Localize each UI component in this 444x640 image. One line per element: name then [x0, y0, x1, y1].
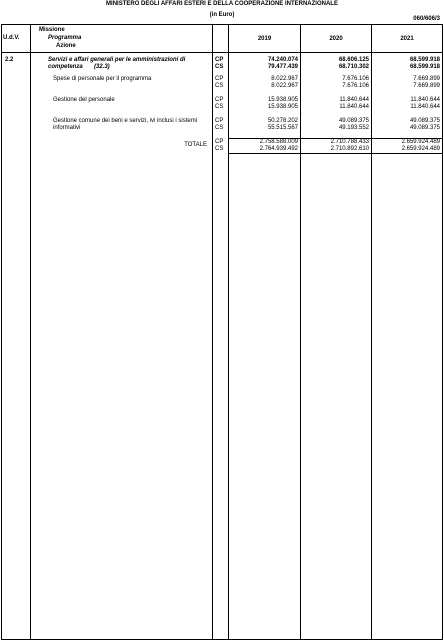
currency-unit: (in Euro) [209, 12, 235, 18]
totale-bottom-line [228, 153, 442, 154]
totale-2020-cs: 2.710.892.610 [330, 146, 369, 152]
value-2020-cs: 49.193.552 [338, 125, 369, 131]
col-border-udv [30, 24, 31, 640]
header-programma: Programma [48, 35, 82, 41]
value-2020-cp: 11.840.644 [339, 97, 369, 103]
value-2019-cp: 15.938.905 [267, 97, 298, 103]
totale-2021-cs: 2.659.924.489 [401, 146, 440, 152]
header-2020: 2020 [329, 36, 343, 42]
value-2019-cp: 8.022.967 [271, 76, 298, 82]
header-azione: Azione [56, 43, 76, 49]
value-2019-cs: 79.477.439 [267, 64, 298, 70]
row-mission-code: (32.3) [94, 64, 110, 70]
value-2020-cs: 11.840.644 [339, 104, 369, 110]
ministry-title: MINISTERO DEGLI AFFARI ESTERI E DELLA COOPERAZIONE INTERNAZIONALE [106, 1, 338, 7]
col-border-label [212, 24, 213, 640]
cs-label: CS [215, 64, 224, 70]
header-bottom-border [1, 52, 443, 53]
cs-label: CS [215, 146, 224, 152]
totale-2021-cp: 2.659.924.489 [401, 139, 440, 145]
value-2019-cs: 55.515.567 [267, 125, 298, 131]
row-label: Gestione comune dei beni e servizi, ivi inclusi i sistemi [53, 118, 198, 124]
header-2019: 2019 [257, 36, 272, 42]
cp-label: CP [215, 139, 224, 145]
row-code: 2.2 [5, 57, 14, 63]
col-border-2019 [300, 24, 301, 640]
value-2021-cp: 49.089.375 [409, 118, 440, 124]
value-2020-cs: 68.710.302 [338, 64, 369, 70]
document-code: 060/606/3 [413, 16, 440, 22]
value-2021-cp: 68.599.918 [409, 57, 440, 63]
cs-label: CS [215, 125, 224, 131]
totale-2020-cp: 2.710.788.433 [330, 139, 369, 145]
value-2020-cp: 68.606.125 [338, 57, 369, 63]
cp-label: CP [215, 76, 224, 82]
cs-label: CS [215, 104, 224, 110]
row-label: Gestione del personale [53, 97, 115, 103]
cp-label: CP [215, 118, 224, 124]
value-2020-cp: 49.089.375 [338, 118, 369, 124]
col-border-cpcs [228, 24, 229, 640]
cp-label: CP [215, 97, 224, 103]
cp-label: CP [215, 57, 224, 63]
value-2019-cs: 15.938.905 [267, 104, 298, 110]
value-2021-cs: 11.840.644 [410, 104, 440, 110]
row-label: Spese di personale per il programma [53, 76, 152, 82]
col-border-left [1, 24, 2, 640]
totale-label: TOTALE [184, 142, 207, 148]
value-2021-cp: 11.840.644 [410, 97, 440, 103]
value-2019-cp: 74.240.074 [267, 57, 298, 63]
value-2021-cp: 7.669.899 [413, 76, 440, 82]
value-2021-cs: 68.599.918 [409, 64, 440, 70]
table-top-border [1, 24, 443, 25]
value-2020-cs: 7.676.106 [342, 83, 369, 89]
totale-2019-cp: 2.758.588.009 [259, 139, 298, 145]
value-2020-cp: 7.676.106 [342, 76, 369, 82]
header-udv: U.d.V. [3, 35, 20, 41]
row-label-cont: competenza [48, 64, 83, 70]
cs-label: CS [215, 83, 224, 89]
value-2019-cs: 8.022.967 [271, 83, 298, 89]
col-border-right [442, 24, 443, 640]
value-2021-cs: 7.669.899 [413, 83, 440, 89]
row-label: Servizi e affari generali per le amministrazioni di [48, 57, 186, 63]
header-missione: Missione [39, 27, 65, 33]
value-2021-cs: 49.089.375 [409, 125, 440, 131]
value-2019-cp: 50.278.202 [267, 118, 298, 124]
header-2021: 2021 [400, 36, 414, 42]
totale-2019-cs: 2.764.939.492 [259, 146, 298, 152]
col-border-2020 [371, 24, 372, 640]
row-label-cont: informativi [53, 125, 81, 131]
